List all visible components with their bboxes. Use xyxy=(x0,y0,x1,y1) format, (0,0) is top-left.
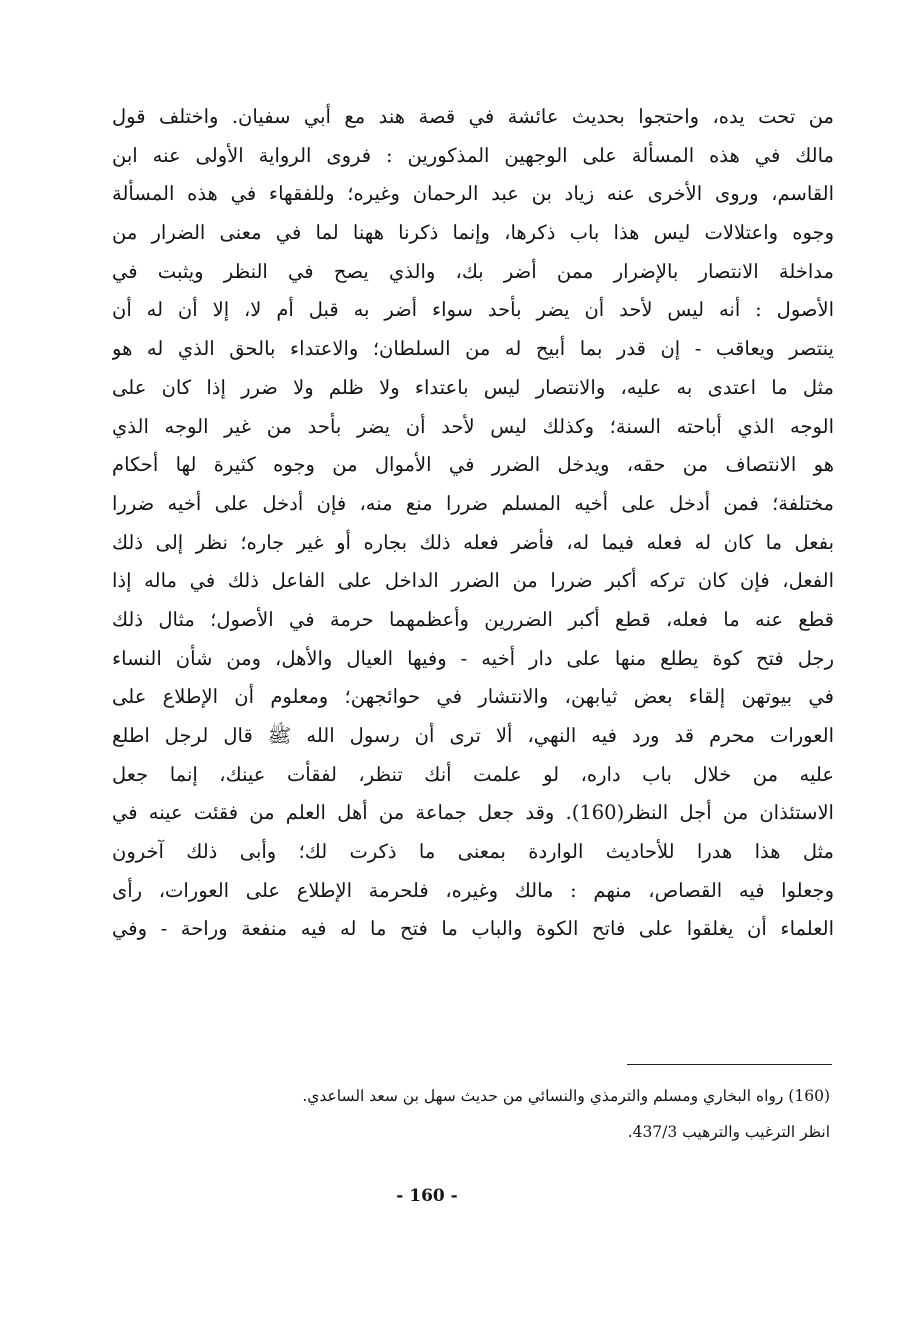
footnotes xyxy=(140,1078,830,1150)
text-line: رجل فتح كوة يطلع منها على دار أخيه - وفيها العيال والأهل، ومن شأن النساء xyxy=(112,646,834,670)
text-line: وجوه واعتلالات ليس هذا باب ذكرها، وإنما ذكرنا ههنا لما في معنى الضرار من xyxy=(112,221,834,245)
text-line: الأصول : أنه ليس لأحد أن يضر بأحد سواء أضر به قبل أم لا، إلا أن له أن xyxy=(112,298,834,322)
text-line: مالك في هذه المسألة على الوجهين المذكورين : فروى الرواية الأولى عنه ابن xyxy=(112,143,834,167)
text-line: عليه من خلال باب داره، لو علمت أنك تنظر، لفقأت عينك، إنما جعل xyxy=(112,762,834,786)
text-line: وجعلوا فيه القصاص، منهم : مالك وغيره، فلحرمة الإطلاع على العورات، رأى xyxy=(112,878,834,902)
text-line: الفعل، فإن كان تركه أكبر ضررا من الضرر الداخل على الفاعل ذلك في ماله إذا xyxy=(112,569,834,593)
footnote-reference: انظر الترغيب والترهيب 437/3. xyxy=(627,1123,830,1141)
text-line: هو الانتصاف من حقه، ويدخل الضرر في الأموال من وجوه كثيرة لها أحكام xyxy=(112,453,834,477)
text-line: من تحت يده، واحتجوا بحديث عائشة في قصة هند مع أبي سفيان. واختلف قول xyxy=(112,105,834,128)
text-line: العورات محرم قد ورد فيه النهي، ألا ترى أن رسول الله ﷺ قال لرجل اطلع xyxy=(112,724,834,747)
text-line: مثل ما اعتدى به عليه، والانتصار ليس باعتداء ولا ظلم ولا ضرر إذا كان على xyxy=(112,375,834,399)
page-number: - 160 - xyxy=(396,1186,458,1206)
footnote-divider xyxy=(627,1064,832,1065)
text-line: ينتصر ويعاقب - إن قدر بما أبيح له من السلطان؛ والاعتداء بالحق الذي له هو xyxy=(112,337,834,361)
text-line: قطع عنه ما فعله، قطع أكبر الضررين وأعظمهما حرمة في الأصول؛ مثال ذلك xyxy=(112,607,834,631)
text-line: الوجه الذي أباحته السنة؛ وكذلك ليس لأحد أن يضر بأحد من غير الوجه الذي xyxy=(112,414,834,438)
footnote-160: (160) رواه البخاري ومسلم والترمذي والنسائي من حديث سهل بن سعد الساعدي. xyxy=(302,1087,830,1105)
text-line: العلماء أن يغلقوا على فاتح الكوة والباب ما فتح ما له فيه منفعة وراحة - وفي xyxy=(112,917,834,941)
text-line: مثل هذا هدرا للأحاديث الواردة بمعنى ما ذكرت لك؛ وأبى ذلك آخرون xyxy=(112,840,834,864)
text-line: مداخلة الانتصار بالإضرار ممن أضر بك، والذي يصح في النظر ويثبت في xyxy=(112,259,834,283)
text-line: القاسم، وروى الأخرى عنه زياد بن عبد الرحمان وغيره؛ وللفقهاء في هذه المسألة xyxy=(112,182,834,206)
text-line: بفعل ما كان له فعله فيما له، فأضر فعله ذلك بجاره أو غير جاره؛ نظر إلى ذلك xyxy=(112,530,834,554)
text-line: مختلفة؛ فمن أدخل على أخيه المسلم ضررا منع منه، فإن أدخل على أخيه ضررا xyxy=(112,491,834,515)
text-line: الاستئذان من أجل النظر(160). وقد جعل جماعة من أهل العلم من فقئت عينه في xyxy=(112,801,834,825)
text-line: في بيوتهن إلقاء بعض ثيابهن، والانتشار في حوائجهن؛ ومعلوم أن الإطلاع على xyxy=(112,685,834,709)
body-text xyxy=(112,98,834,949)
